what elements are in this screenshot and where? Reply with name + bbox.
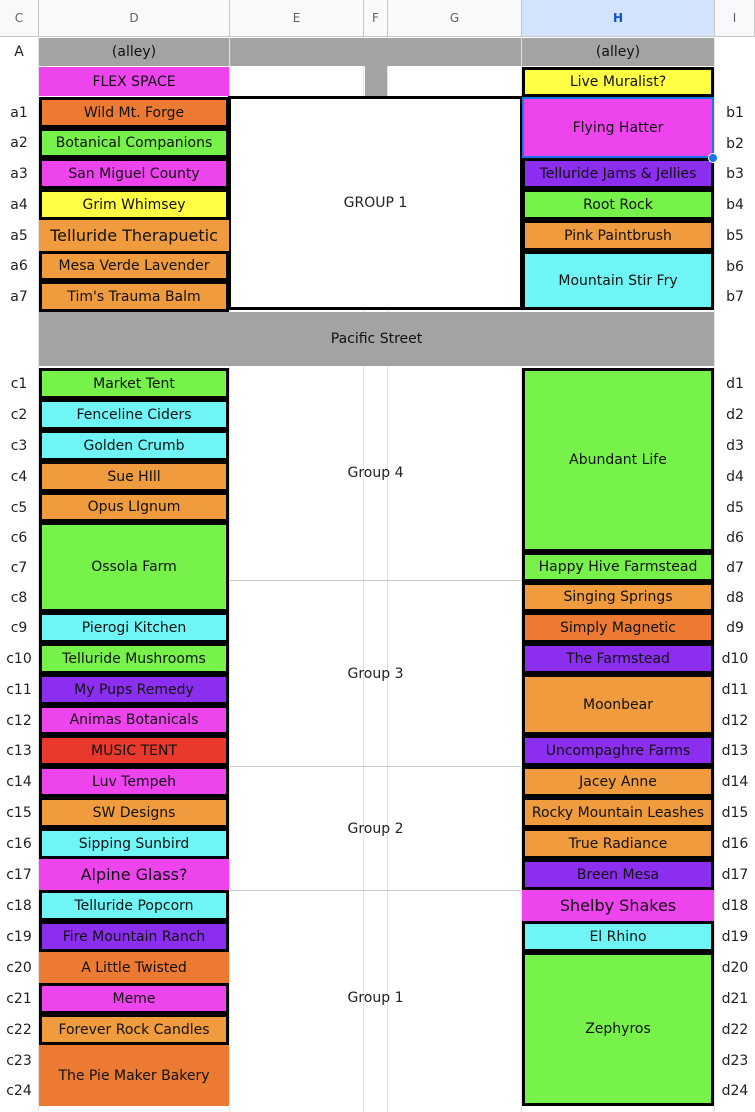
row-label-d6: d6 bbox=[726, 529, 744, 546]
vendor-cell[interactable]: Mesa Verde Lavender bbox=[39, 251, 229, 281]
vendor-cell[interactable]: Telluride Popcorn bbox=[39, 890, 229, 921]
row-label-c17: c17 bbox=[6, 866, 32, 883]
row-label-d17: d17 bbox=[721, 866, 749, 883]
pacific-street[interactable]: Pacific Street bbox=[39, 312, 714, 366]
vendor-cell[interactable]: The Farmstead bbox=[522, 643, 714, 674]
vendor-cell[interactable]: Rocky Mountain Leashes bbox=[522, 797, 714, 828]
row-label-b5: b5 bbox=[726, 227, 744, 244]
row-label-c15: c15 bbox=[6, 804, 32, 821]
row-label-b6: b6 bbox=[726, 258, 744, 275]
vendor-cell[interactable]: Alpine Glass? bbox=[39, 859, 229, 890]
vendor-cell[interactable]: Sipping Sunbird bbox=[39, 828, 229, 859]
row-label-d3: d3 bbox=[726, 437, 744, 454]
column-header-e[interactable]: E bbox=[230, 0, 364, 37]
row-label-c6: c6 bbox=[10, 529, 28, 546]
row-label-c1: c1 bbox=[10, 375, 28, 392]
row-label-c2: c2 bbox=[10, 406, 28, 423]
vendor-cell[interactable]: A Little Twisted bbox=[39, 952, 229, 983]
vendor-cell[interactable]: Moonbear bbox=[522, 674, 714, 735]
vendor-cell[interactable]: SW Designs bbox=[39, 797, 229, 828]
flex-space-cell[interactable]: FLEX SPACE bbox=[39, 67, 229, 96]
vendor-cell[interactable]: Ossola Farm bbox=[39, 522, 229, 612]
row-label-c24: c24 bbox=[6, 1082, 32, 1099]
row-label-d10: d10 bbox=[721, 650, 749, 667]
row-label-c9: c9 bbox=[10, 619, 28, 636]
row-label-c16: c16 bbox=[6, 835, 32, 852]
column-header-h[interactable]: H bbox=[522, 0, 715, 37]
vendor-cell[interactable]: Opus LIgnum bbox=[39, 492, 229, 522]
row-label-d12: d12 bbox=[721, 712, 749, 729]
vendor-cell[interactable]: Luv Tempeh bbox=[39, 766, 229, 797]
row-label-c19: c19 bbox=[6, 928, 32, 945]
group-4-label[interactable]: Group 4 bbox=[347, 465, 404, 481]
row-label-b4: b4 bbox=[726, 196, 744, 213]
row-label-a7: a7 bbox=[10, 288, 28, 305]
column-header-i[interactable]: I bbox=[715, 0, 755, 37]
vendor-cell[interactable]: Happy Hive Farmstead bbox=[522, 552, 714, 582]
row-label-d2: d2 bbox=[726, 406, 744, 423]
vendor-cell[interactable]: Meme bbox=[39, 983, 229, 1014]
vendor-cell[interactable]: El Rhino bbox=[522, 921, 714, 952]
vendor-cell[interactable]: Fire Mountain Ranch bbox=[39, 921, 229, 952]
row-label-b3: b3 bbox=[726, 165, 744, 182]
row-label-d24: d24 bbox=[721, 1082, 749, 1099]
row-label-c7: c7 bbox=[10, 559, 28, 576]
column-header-g[interactable]: G bbox=[388, 0, 522, 37]
row-label-a3: a3 bbox=[10, 165, 28, 182]
vendor-cell[interactable]: Pink Paintbrush bbox=[522, 220, 714, 251]
live-muralist-cell[interactable]: Live Muralist? bbox=[522, 67, 714, 97]
column-header-c[interactable]: C bbox=[0, 0, 39, 37]
row-label-c13: c13 bbox=[6, 742, 32, 759]
alley-left[interactable]: (alley) bbox=[39, 38, 229, 66]
row-label-d8: d8 bbox=[726, 589, 744, 606]
vendor-cell[interactable]: Jacey Anne bbox=[522, 766, 714, 797]
row-label-c14: c14 bbox=[6, 773, 32, 790]
row-label-a1: a1 bbox=[10, 104, 28, 121]
row-label-c18: c18 bbox=[6, 897, 32, 914]
row-label-a4: a4 bbox=[10, 196, 28, 213]
vendor-cell[interactable]: Uncompaghre Farms bbox=[522, 735, 714, 766]
alley-right[interactable]: (alley) bbox=[522, 38, 714, 66]
row-label-c8: c8 bbox=[10, 589, 28, 606]
vendor-cell[interactable]: Telluride Mushrooms bbox=[39, 643, 229, 674]
row-label-c5: c5 bbox=[10, 499, 28, 516]
row-label-a5: a5 bbox=[10, 227, 28, 244]
vendor-cell[interactable]: Mountain Stir Fry bbox=[522, 251, 714, 310]
column-header-f[interactable]: F bbox=[364, 0, 388, 37]
vendor-cell[interactable]: San Miguel County bbox=[39, 158, 229, 189]
vendor-cell[interactable]: Animas Botanicals bbox=[39, 705, 229, 735]
row-label-a: A bbox=[14, 44, 24, 60]
vendor-cell[interactable]: Root Rock bbox=[522, 189, 714, 220]
vendor-cell[interactable]: Forever Rock Candles bbox=[39, 1014, 229, 1045]
vendor-cell[interactable]: Golden Crumb bbox=[39, 430, 229, 461]
row-label-d1: d1 bbox=[726, 375, 744, 392]
row-label-c10: c10 bbox=[6, 650, 32, 667]
group-3-label[interactable]: Group 3 bbox=[230, 580, 521, 766]
group-2-label[interactable]: Group 2 bbox=[230, 766, 521, 890]
vendor-cell[interactable]: Botanical Companions bbox=[39, 128, 229, 158]
vendor-cell[interactable]: True Radiance bbox=[522, 828, 714, 859]
vendor-cell[interactable]: Shelby Shakes bbox=[522, 890, 714, 921]
row-label-d21: d21 bbox=[721, 990, 749, 1007]
vendor-cell[interactable]: Singing Springs bbox=[522, 582, 714, 612]
row-label-d13: d13 bbox=[721, 742, 749, 759]
vendor-cell[interactable]: Abundant Life bbox=[522, 368, 714, 552]
row-label-d20: d20 bbox=[721, 959, 749, 976]
row-label-b1: b1 bbox=[726, 104, 744, 121]
vendor-cell[interactable]: Grim Whimsey bbox=[39, 189, 229, 220]
alley-middle[interactable] bbox=[230, 38, 521, 66]
row-label-c4: c4 bbox=[10, 468, 28, 485]
row-label-c12: c12 bbox=[6, 712, 32, 729]
vendor-cell[interactable]: Flying Hatter bbox=[522, 97, 714, 158]
row-label-d22: d22 bbox=[721, 1021, 749, 1038]
row-label-d5: d5 bbox=[726, 499, 744, 516]
row-label-c21: c21 bbox=[6, 990, 32, 1007]
row-label-c3: c3 bbox=[10, 437, 28, 454]
vendor-cell[interactable]: Pierogi Kitchen bbox=[39, 612, 229, 643]
row-label-b2: b2 bbox=[726, 135, 744, 152]
selection-fill-handle[interactable] bbox=[708, 153, 718, 163]
vendor-cell[interactable]: Sue HIll bbox=[39, 461, 229, 492]
vendor-cell[interactable]: Wild Mt. Forge bbox=[39, 97, 229, 128]
group-1-label[interactable]: Group 1 bbox=[230, 890, 521, 1104]
row-label-c11: c11 bbox=[6, 681, 32, 698]
row-label-d16: d16 bbox=[721, 835, 749, 852]
row-label-d4: d4 bbox=[726, 468, 744, 485]
vendor-cell[interactable]: Zephyros bbox=[522, 952, 714, 1106]
vendor-cell[interactable]: Telluride Therapuetic bbox=[39, 220, 229, 251]
row-label-d11: d11 bbox=[721, 681, 749, 698]
vendor-cell[interactable]: Breen Mesa bbox=[522, 859, 714, 890]
row-label-d18: d18 bbox=[721, 897, 749, 914]
row-label-d14: d14 bbox=[721, 773, 749, 790]
row-label-d7: d7 bbox=[726, 559, 744, 576]
row-label-c20: c20 bbox=[6, 959, 32, 976]
vendor-cell[interactable]: Fenceline Ciders bbox=[39, 399, 229, 430]
row-label-d15: d15 bbox=[721, 804, 749, 821]
vendor-cell[interactable]: The Pie Maker Bakery bbox=[39, 1045, 229, 1106]
vendor-cell[interactable]: Simply Magnetic bbox=[522, 612, 714, 643]
row-label-a6: a6 bbox=[10, 258, 28, 274]
column-header-d[interactable]: D bbox=[39, 0, 230, 37]
group-top-label[interactable]: GROUP 1 bbox=[228, 96, 523, 310]
vendor-cell[interactable]: MUSIC TENT bbox=[39, 735, 229, 766]
vendor-cell[interactable]: Tim's Trauma Balm bbox=[39, 281, 229, 312]
vendor-cell[interactable]: Market Tent bbox=[39, 368, 229, 399]
row-label-d9: d9 bbox=[726, 619, 744, 636]
vendor-cell[interactable]: Telluride Jams & Jellies bbox=[522, 158, 714, 189]
row-label-c23: c23 bbox=[6, 1052, 32, 1069]
row-label-a2: a2 bbox=[10, 135, 28, 151]
alley-column-f[interactable] bbox=[365, 66, 387, 96]
row-label-d19: d19 bbox=[721, 928, 749, 945]
row-label-b7: b7 bbox=[726, 288, 744, 305]
vendor-cell[interactable]: My Pups Remedy bbox=[39, 674, 229, 705]
row-label-c22: c22 bbox=[6, 1021, 32, 1038]
row-label-d23: d23 bbox=[721, 1052, 749, 1069]
